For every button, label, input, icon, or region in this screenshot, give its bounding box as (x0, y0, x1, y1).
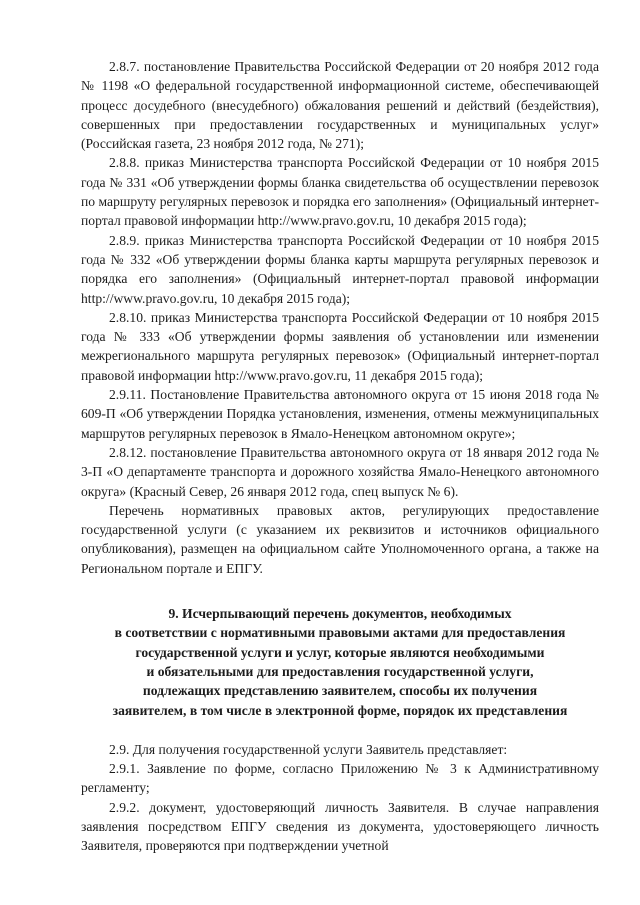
document-page (81, 57, 599, 856)
section-heading-9 (81, 604, 599, 720)
paragraph-legal-acts-list: Перечень нормативных правовых актов, регулирующих предоставление государственной услуги (с указанием их реквизитов и источников официального опубликования), размещен на официальном сайте Уполномоченного органа, а также на Региональном портале и ЕПГУ. (81, 502, 599, 576)
paragraph-2-8-9: 2.8.9. приказ Министерства транспорта Российской Федерации от 10 ноября 2015 года № 332 «Об утверждении формы бланка карты маршрута регулярных перевозок и порядка его заполнения» (Официальный интернет-портал правовой информации http://www.pravo.gov.ru, 10 декабря 2015 года); (81, 232, 599, 306)
spacer (81, 578, 599, 604)
paragraph-2-8-12: 2.8.12. постановление Правительства автономного округа от 18 января 2012 года № 3-П «О департаменте транспорта и дорожного хозяйства Ямало-Ненецкого автономного округа» (Красный Север, 26 января 2012 года, спец выпуск № 6). (81, 444, 599, 499)
heading-line: государственной услуги и услуг, которые являются необходимыми (135, 644, 545, 660)
heading-line: и обязательными для предоставления государственной услуги, (146, 663, 534, 679)
paragraph-2-9: 2.9. Для получения государственной услуги Заявитель представляет: (109, 741, 508, 757)
heading-line: в соответствии с нормативными правовыми актами для предоставления (114, 625, 566, 641)
spacer (81, 720, 599, 740)
heading-line: 9. Исчерпывающий перечень документов, необходимых (168, 606, 512, 622)
paragraph-2-8-10: 2.8.10. приказ Министерства транспорта Российской Федерации от 10 ноября 2015 года № 333 «Об утверждении формы заявления об установлении или изменении межрегионального маршрута регулярных перевозок» (Официальный интернет-портал правовой информации http://www.pravo.gov.ru, 11 декабря 2015 года); (81, 309, 599, 383)
paragraph-2-9-2: 2.9.2. документ, удостоверяющий личность Заявителя. В случае направления заявления посредством ЕПГУ сведения из документа, удостоверяющего личность Заявителя, проверяются при подтверждении учетной (81, 799, 599, 854)
heading-line: подлежащих представлению заявителем, способы их получения (142, 683, 538, 699)
paragraph-2-9-11: 2.9.11. Постановление Правительства автономного округа от 15 июня 2018 года № 609-П «Об утверждении Порядка установления, изменения, отмены межмуниципальных маршрутов регулярных перевозок в Ямало-Ненецком автономном округе»; (81, 387, 599, 441)
paragraph-2-8-7: 2.8.7. постановление Правительства Российской Федерации от 20 ноября 2012 года № 1198 «О федеральной государственной информационной системе, обеспечивающей процесс досудебного (внесудебного) обжалования решений и действий (бездействия), совершенных при предоставлении государственных и муниципальных услуг» (Российская газета, 23 ноября 2012 года, № 271); (81, 59, 599, 152)
heading-line: заявителем, в том числе в электронной форме, порядок их представления (112, 702, 568, 718)
paragraph-2-8-8: 2.8.8. приказ Министерства транспорта Российской Федерации от 10 ноября 2015 года № 331 «Об утверждении формы бланка свидетельства об осуществлении перевозок по маршруту регулярных перевозок и порядка его заполнения» (Официальный интернет-портал правовой информации http://www.pravo.gov.ru, 10 декабря 2015 года); (81, 155, 599, 229)
paragraph-2-9-1: 2.9.1. Заявление по форме, согласно Приложению № 3 к Административному регламенту; (81, 761, 599, 796)
